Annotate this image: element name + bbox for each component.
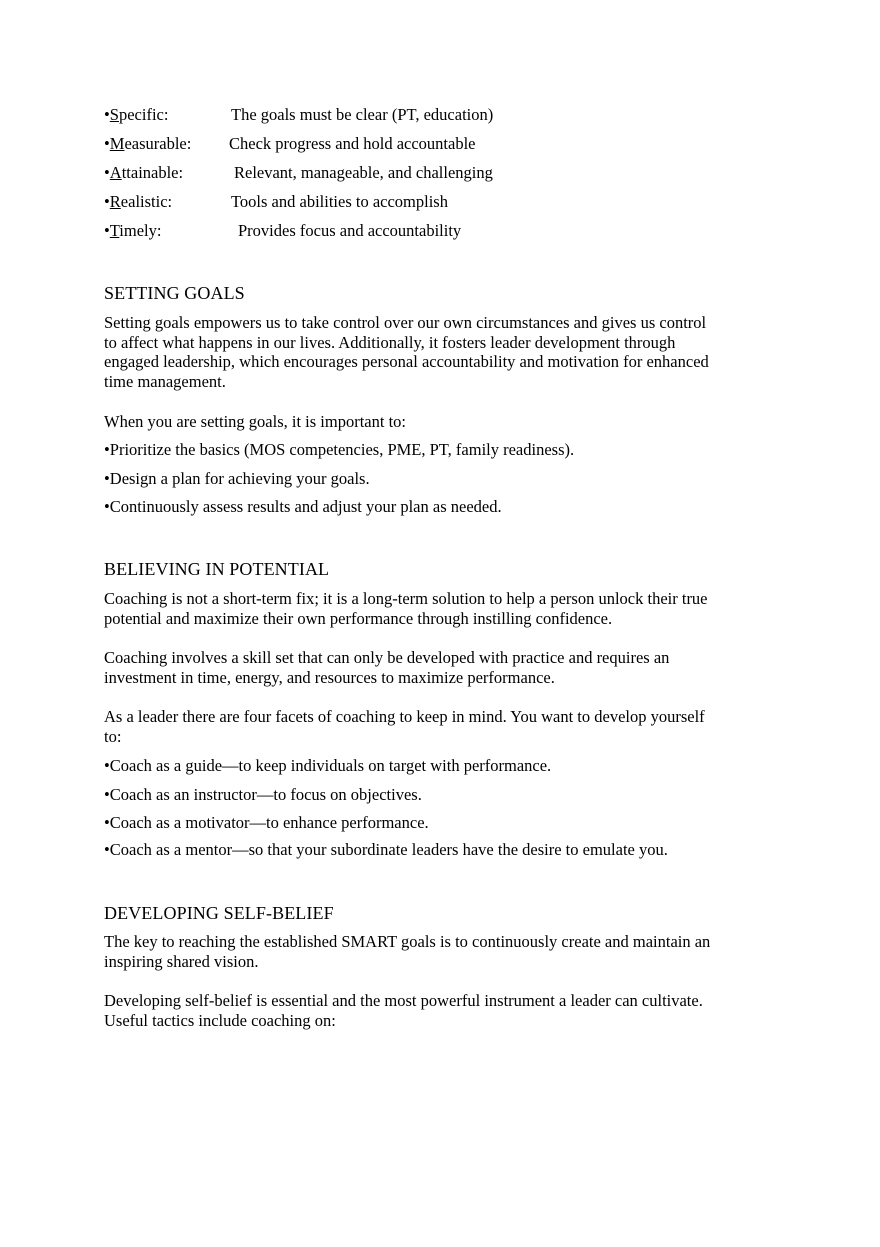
self-belief-paragraph-2: Developing self-belief is essential and the most powerful instrument a leader can cultivate. Useful tactics include coaching on: [104, 991, 703, 1030]
smart-letter: R [109, 192, 121, 211]
smart-description: Provides focus and accountability [238, 221, 462, 240]
smart-letter: S [109, 105, 119, 124]
smart-description: Check progress and hold accountable [229, 134, 476, 153]
bullet-glyph: • [104, 192, 110, 211]
self-belief-paragraph-1: The key to reaching the established SMART goals is to continuously create and maintain an inspiring shared vision. [104, 932, 711, 971]
smart-description: Relevant, manageable, and challenging [234, 163, 493, 182]
smart-description: The goals must be clear (PT, education) [231, 105, 494, 124]
smart-term [104, 220, 161, 242]
list-item: •Coach as an instructor—to focus on objectives. [104, 785, 422, 804]
smart-term [104, 104, 168, 126]
setting-goals-paragraph: Setting goals empowers us to take control over our own circumstances and gives us control to affect what happens in our lives. Additionally, it fosters leader development through engaged leadership, which encourages personal accountability and motivation for enhanced time management. [104, 313, 709, 392]
bullet-glyph: • [104, 105, 110, 124]
bullet-glyph: • [104, 134, 110, 153]
list-item: •Design a plan for achieving your goals. [104, 469, 370, 488]
believing-heading: BELIEVING IN POTENTIAL [104, 559, 330, 579]
smart-letter: A [109, 163, 122, 182]
smart-term-rest: imely: [119, 221, 162, 240]
smart-term [104, 133, 191, 155]
smart-description: Tools and abilities to accomplish [231, 192, 448, 211]
list-item: •Coach as a guide—to keep individuals on target with performance. [104, 756, 552, 775]
smart-letter: T [109, 221, 120, 240]
setting-goals-heading: SETTING GOALS [104, 283, 245, 303]
smart-letter: M [109, 134, 125, 153]
believing-paragraph-1: Coaching is not a short-term fix; it is a long-term solution to help a person unlock their true potential and maximize their own performance through instilling confidence. [104, 589, 708, 628]
smart-term-rest: ttainable: [121, 163, 184, 182]
smart-term-rest: ealistic: [120, 192, 173, 211]
setting-goals-intro: When you are setting goals, it is important to: [104, 412, 406, 431]
believing-paragraph-2: Coaching involves a skill set that can only be developed with practice and requires an investment in time, energy, and resources to maximize performance. [104, 648, 670, 687]
list-item: •Coach as a motivator—to enhance performance. [104, 813, 429, 832]
list-item: •Continuously assess results and adjust your plan as needed. [104, 497, 502, 516]
bullet-glyph: • [104, 221, 110, 240]
believing-paragraph-3: As a leader there are four facets of coaching to keep in mind. You want to develop yourself to: [104, 707, 705, 746]
smart-term [104, 162, 183, 184]
smart-term-rest: easurable: [124, 134, 192, 153]
list-item: •Coach as a mentor—so that your subordinate leaders have the desire to emulate you. [104, 840, 668, 859]
smart-term-rest: pecific: [118, 105, 169, 124]
smart-term [104, 191, 172, 213]
bullet-glyph: • [104, 163, 110, 182]
list-item: •Prioritize the basics (MOS competencies, PME, PT, family readiness). [104, 440, 575, 459]
self-belief-heading: DEVELOPING SELF-BELIEF [104, 903, 334, 923]
